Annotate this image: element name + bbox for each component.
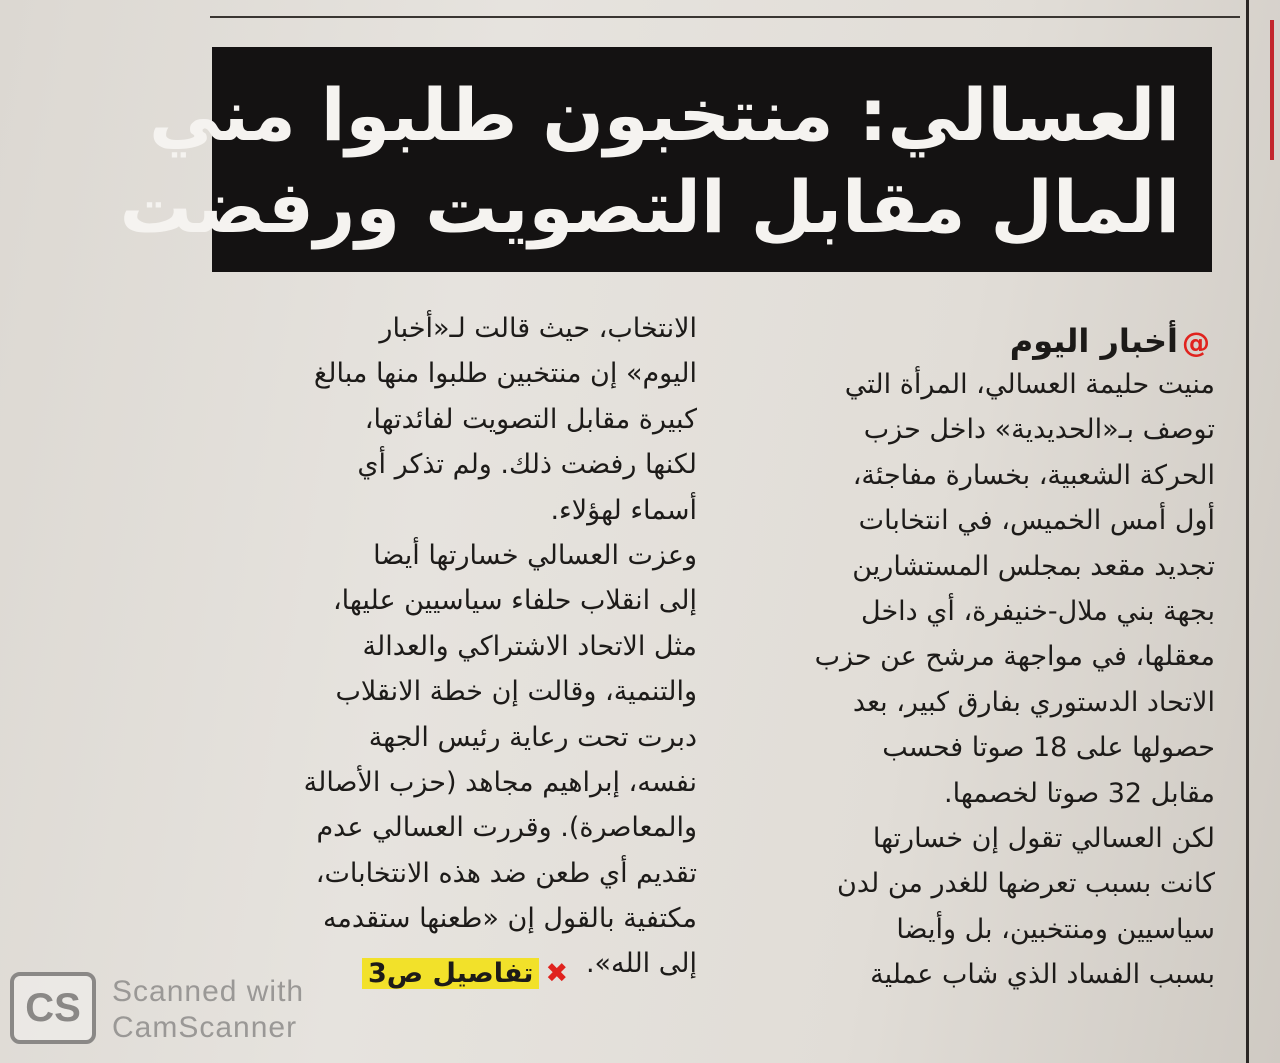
at-icon: @ bbox=[1182, 326, 1210, 359]
text-line: بسبب الفساد الذي شاب عملية bbox=[870, 959, 1215, 991]
camscanner-logo-text: CS bbox=[25, 986, 81, 1030]
text-line: حصولها على 18 صوتا فحسب bbox=[882, 732, 1215, 764]
text-line: كانت بسبب تعرضها للغدر من لدن bbox=[837, 868, 1215, 900]
byline-source: أخبار اليوم bbox=[1009, 322, 1178, 360]
text-line: توصف بـ«الحديدية» داخل حزب bbox=[863, 414, 1215, 446]
camscanner-logo bbox=[10, 972, 96, 1044]
column-divider bbox=[1246, 0, 1249, 1063]
text-line: بجهة بني ملال-خنيفرة، أي داخل bbox=[861, 595, 1215, 627]
text-line: إلى الله». bbox=[585, 948, 697, 980]
text-line: الانتخاب، حيث قالت لـ«أخبار bbox=[379, 313, 697, 344]
text-line: تجديد مقعد بمجلس المستشارين bbox=[852, 550, 1215, 582]
text-line: اليوم» إن منتخبين طلبوا منها مبالغ bbox=[313, 358, 697, 390]
text-line: معقلها، في مواجهة مرشح عن حزب bbox=[814, 641, 1215, 673]
text-line: والمعاصرة). وقررت العسالي عدم bbox=[316, 812, 697, 844]
headline-line-1: العسالي: منتخبون طلبوا مني bbox=[149, 73, 1180, 157]
cross-icon: ✖ bbox=[545, 958, 569, 989]
text-line: لكن العسالي تقول إن خسارتها bbox=[872, 822, 1215, 854]
article-column-right bbox=[745, 362, 1215, 997]
headline-box bbox=[119, 47, 1212, 272]
text-line: تقديم أي طعن ضد هذه الانتخابات، bbox=[315, 857, 697, 889]
text-line: الحركة الشعبية، بخسارة مفاجئة، bbox=[852, 459, 1215, 491]
text-line: وعزت العسالي خسارتها أيضا bbox=[373, 539, 697, 571]
details-reference[interactable] bbox=[362, 958, 568, 998]
text-line: كبيرة مقابل التصويت لفائدتها، bbox=[364, 403, 697, 435]
red-edge-mark bbox=[1270, 20, 1274, 160]
text-line: لكنها رفضت ذلك. ولم تذكر أي bbox=[357, 449, 697, 481]
text-line: مقابل 32 صوتا لخصمها. bbox=[944, 777, 1215, 809]
watermark-line-2: CamScanner bbox=[112, 1011, 298, 1044]
text-line: مثل الاتحاد الاشتراكي والعدالة bbox=[362, 630, 697, 662]
watermark-line-1: Scanned with bbox=[112, 975, 305, 1008]
top-rule bbox=[210, 16, 1240, 18]
text-line: والتنمية، وقالت إن خطة الانقلاب bbox=[335, 676, 697, 708]
watermark-text bbox=[112, 974, 304, 1046]
text-line: نفسه، إبراهيم مجاهد (حزب الأصالة bbox=[303, 766, 697, 798]
text-line: سياسيين ومنتخبين، بل وأيضا bbox=[896, 913, 1215, 945]
text-line: مكتفية بالقول إن «طعنها ستقدمه bbox=[322, 903, 697, 935]
text-line: أسماء لهؤلاء. bbox=[550, 494, 697, 526]
text-line: منيت حليمة العسالي، المرأة التي bbox=[844, 369, 1215, 400]
text-line: إلى انقلاب حلفاء سياسيين عليها، bbox=[332, 585, 697, 617]
article-column-left bbox=[207, 306, 697, 987]
text-line: أول أمس الخميس، في انتخابات bbox=[858, 505, 1215, 537]
headline-line-2: المال مقابل التصويت ورفضت bbox=[119, 165, 1180, 249]
text-line: دبرت تحت رعاية رئيس الجهة bbox=[368, 721, 697, 753]
details-label: تفاصيل ص3 bbox=[362, 958, 539, 989]
byline bbox=[960, 322, 1210, 360]
text-line: الاتحاد الدستوري بفارق كبير، بعد bbox=[852, 686, 1215, 718]
camscanner-watermark bbox=[10, 972, 340, 1052]
